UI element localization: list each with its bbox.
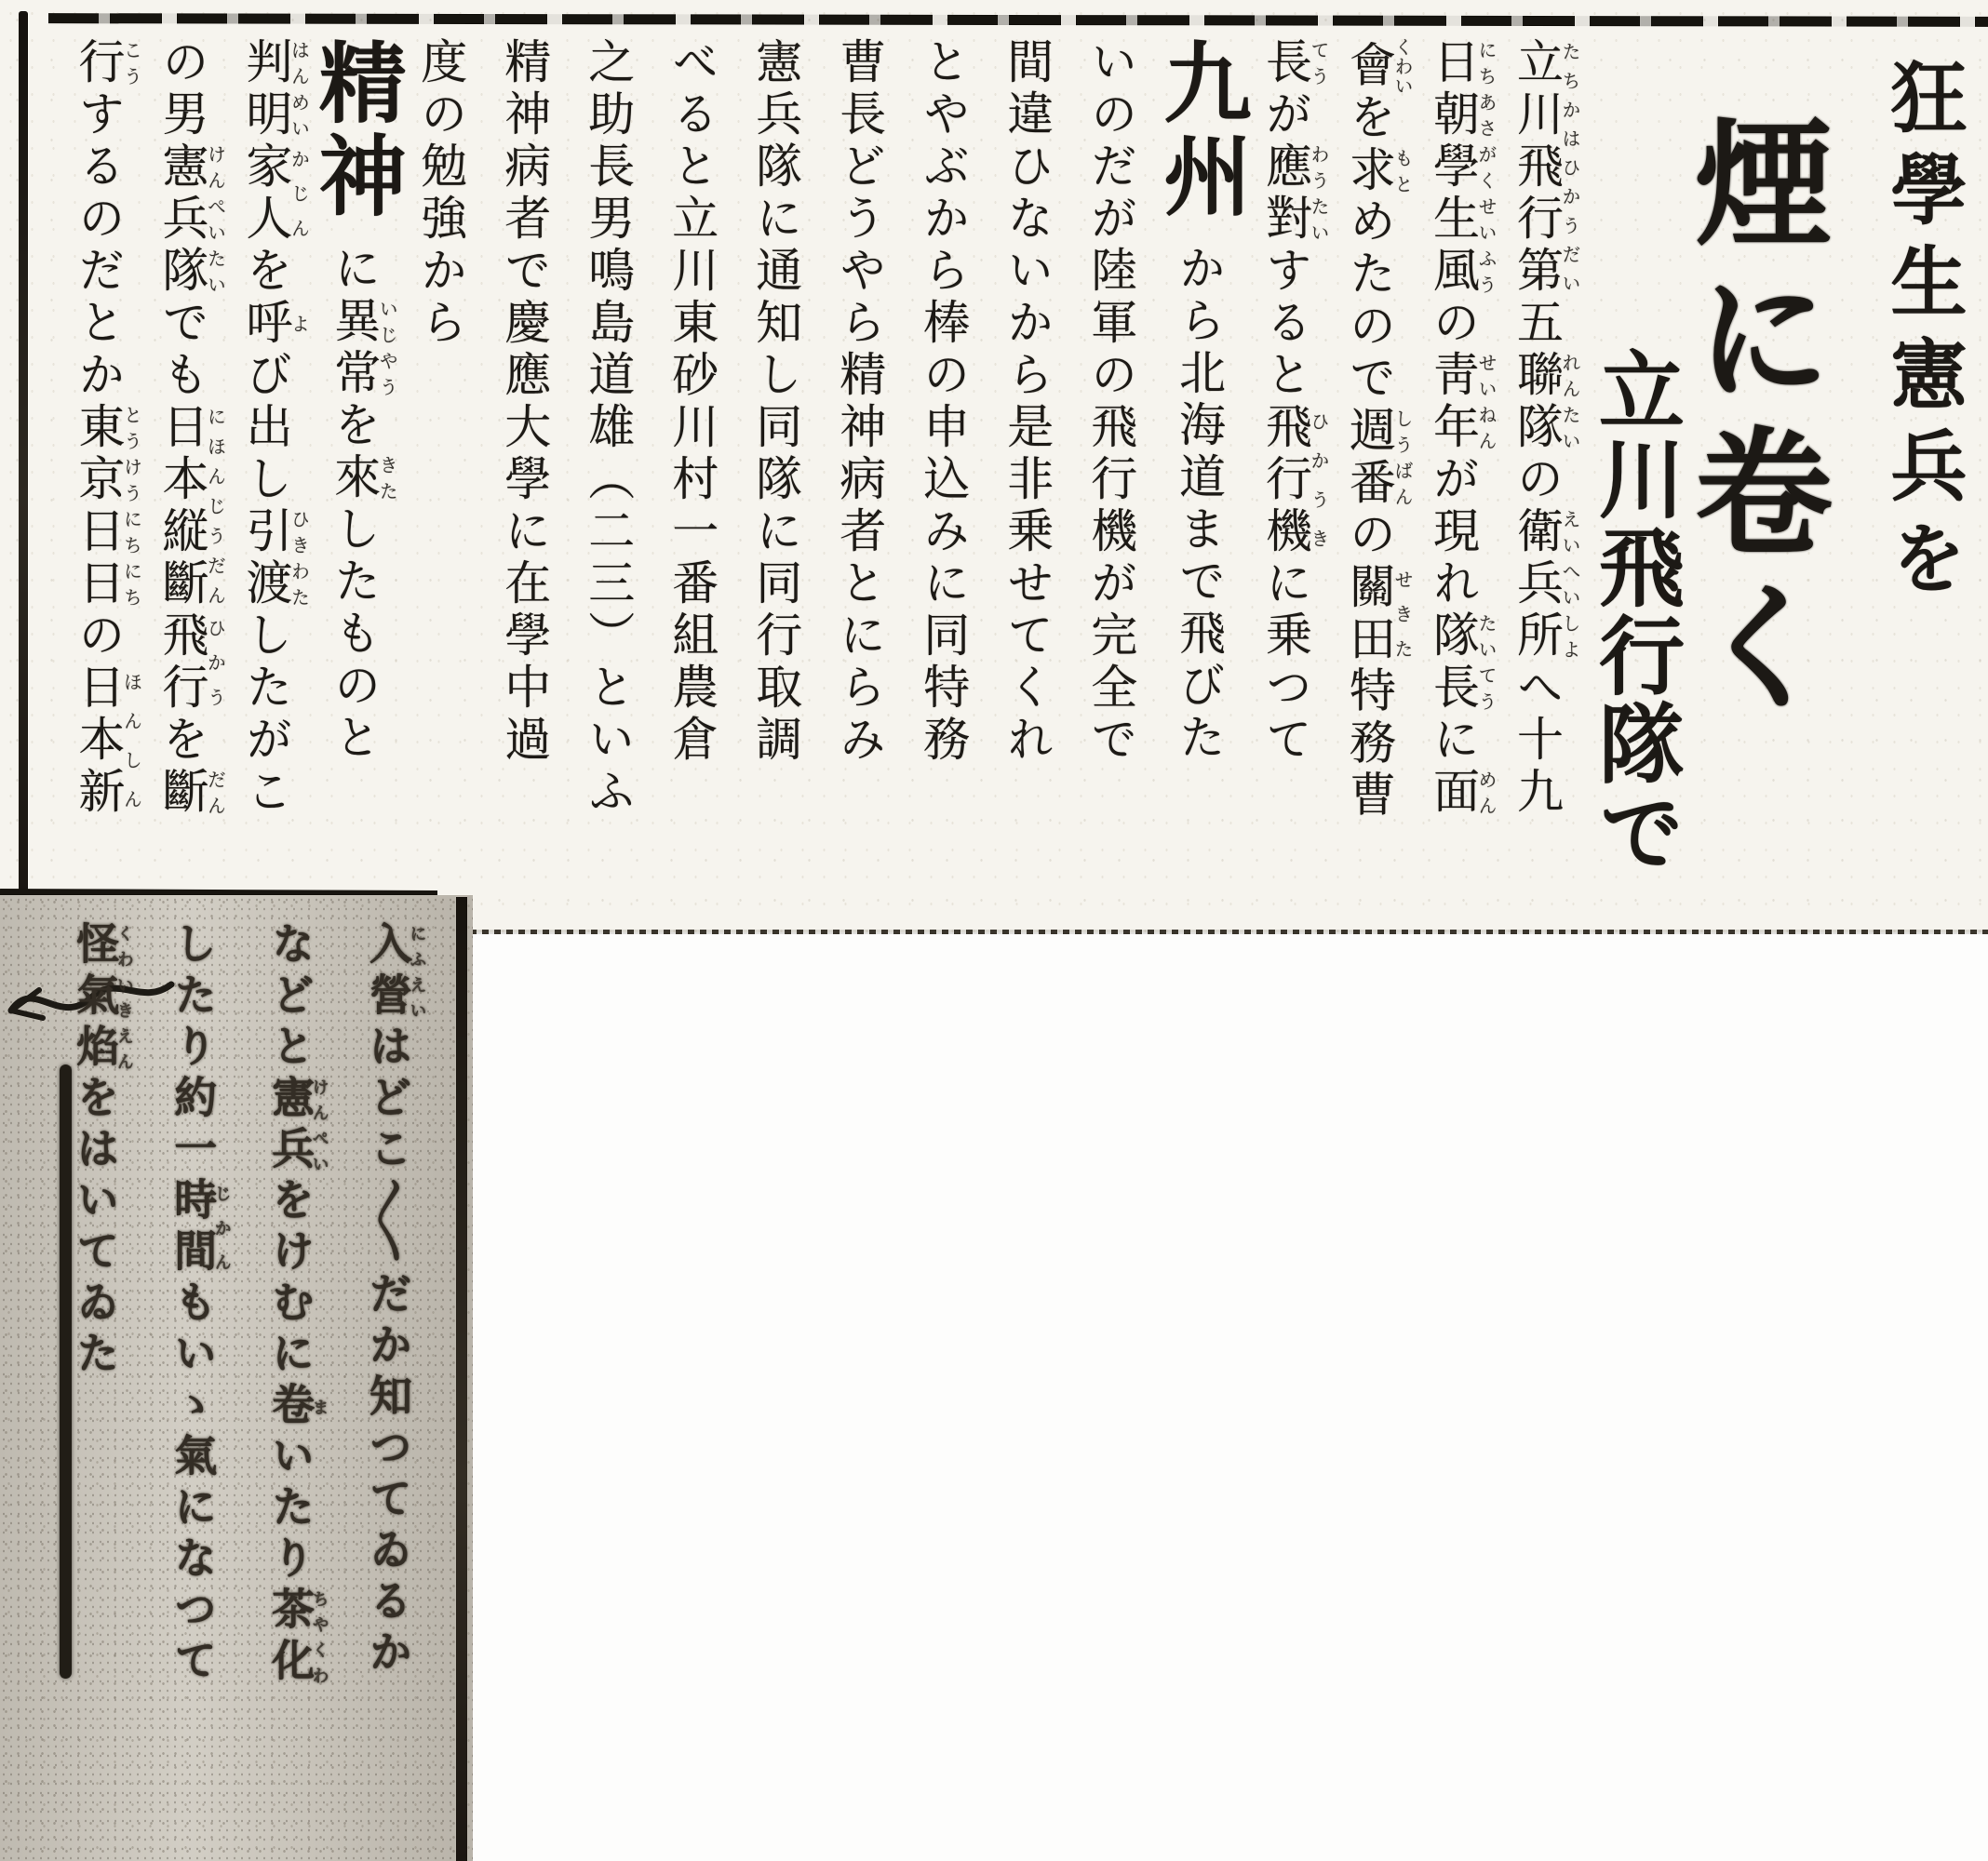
text-column-8: とやぶから棒の申込みに同特務	[917, 37, 970, 767]
headline-subtitle: 立川飛行隊で	[1587, 346, 1682, 877]
article-columns	[32, 37, 1578, 919]
text-column-17: の男憲兵隊けんぺいたいでも日本縦斷にほんじうだん飛行ひかうを斷だん	[155, 37, 225, 819]
text-column-3: したり約一時間じかんもいゝ氣になつて	[168, 921, 232, 1689]
right-border-rule	[456, 897, 467, 1861]
text-column-11: べると立川東砂川村一番組農倉	[665, 37, 719, 767]
paragraph-lead-word: 精神	[305, 37, 403, 223]
clipping-bottom	[0, 895, 473, 1861]
top-border-rule	[48, 13, 1988, 27]
text-column-13: 精神病者で慶應大學に在學中過	[498, 37, 551, 767]
headline-main: 煙に卷く	[1674, 112, 1827, 730]
headline-kicker: 狂學生憲兵を	[1880, 58, 1965, 610]
text-column-1: 立川飛行第たちかはひかうだい五聯隊れんたいの衛兵所えいへいしよへ十九	[1511, 37, 1579, 819]
text-column-15: 精神に異常いじやうを來きたしたものと	[305, 37, 403, 765]
text-column-18: 行こうするのだとか東京日日とうけうにちにちの日本新ほんしん	[72, 37, 141, 819]
text-column-2: などと憲兵けんぺいをけむに卷まいたり茶化ちやくわ	[266, 921, 329, 1689]
clipping-divider-rule-right	[470, 930, 1988, 934]
text-column-16: 判明はんめい家人かじんを呼よび出し引渡ひきわたしたがこ	[239, 37, 309, 819]
clipping2-columns	[24, 921, 436, 1842]
text-column-7: 間違ひないから是非乗せてくれ	[1001, 37, 1054, 767]
text-column-3: 會くわいを求もとめたので週番しうばんの關田せきた特務曹	[1343, 37, 1412, 823]
text-column-12: 之助長男鳴島道雄（二三）といふ	[582, 37, 635, 819]
text-column-1: 入營にふえいはどこ〱だか知つてゐるか	[364, 921, 427, 1680]
text-column-14: 度の勉強から	[414, 37, 467, 350]
text-column-10: 憲兵隊に通知し同隊に同行取調	[749, 37, 802, 767]
text-column-4: 怪氣焰くわいきえんをはいてゐた	[71, 921, 134, 1382]
text-column-5: 九州から北海道まで飛びた	[1150, 37, 1247, 765]
paragraph-lead-word: 九州	[1150, 37, 1247, 223]
left-border-rule	[19, 11, 28, 897]
text-column-2: 日朝にちあさ學生風がくせいふうの靑年せいねんが現れ隊長たいてうに面めん	[1427, 37, 1496, 819]
text-column-9: 曹長どうやら精神病者とにらみ	[833, 37, 886, 767]
text-column-6: いのだが陸軍の飛行機が完全で	[1084, 37, 1137, 767]
text-column-4: 長てうが應對わうたいすると飛行機ひかうきに乗つて	[1259, 37, 1328, 767]
